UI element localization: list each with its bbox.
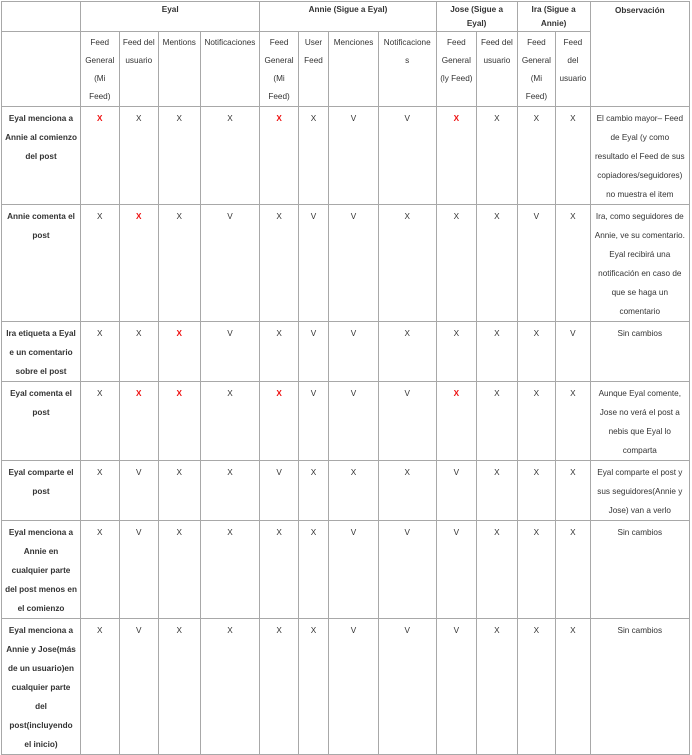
subheader: Feed del usuario [477, 32, 518, 107]
note-cell: Aunque Eyal comente, Jose no verá el post a nebis que Eyal lo comparta [590, 382, 689, 461]
action-cell: Eyal menciona a Annie al comienzo del post [2, 107, 81, 205]
value-cell: X [517, 322, 555, 382]
value-cell: V [298, 205, 328, 322]
value-cell: V [329, 382, 379, 461]
value-cell: V [298, 382, 328, 461]
subheader-row [2, 32, 690, 107]
subheader: Mentions [159, 32, 201, 107]
value-cell: X [159, 619, 201, 755]
value-cell: X [119, 107, 159, 205]
value-cell: V [329, 205, 379, 322]
value-cell: X [378, 322, 436, 382]
value-cell: X [260, 619, 298, 755]
action-cell: Ira etiqueta a Eyal e un comentario sobre el post [2, 322, 81, 382]
value-cell: X [556, 619, 590, 755]
action-cell: Eyal menciona a Annie y Jose(más de un usuario)en cualquier parte del post(incluyendo el inicio) [2, 619, 81, 755]
value-cell: X [436, 322, 477, 382]
subheader: Notificaciones [200, 32, 260, 107]
value-cell: X [159, 107, 201, 205]
value-cell: X [119, 205, 159, 322]
group-header-jose: Jose (Sigue a Eyal) [436, 2, 517, 32]
value-cell: X [159, 205, 201, 322]
value-cell: X [81, 322, 119, 382]
value-cell: X [436, 382, 477, 461]
note-cell: Ira, como seguidores de Annie, ve su comentario. Eyal recibirá una notificación en caso de que se haga un comentario [590, 205, 689, 322]
value-cell: V [119, 461, 159, 521]
value-cell: V [378, 521, 436, 619]
group-header-eyal: Eyal [81, 2, 260, 32]
action-cell: Annie comenta el post [2, 205, 81, 322]
value-cell: X [477, 461, 518, 521]
value-cell: V [517, 205, 555, 322]
value-cell: V [436, 461, 477, 521]
note-cell: Sin cambios [590, 619, 689, 755]
corner-cell-2 [2, 32, 81, 107]
value-cell: X [159, 521, 201, 619]
value-cell: V [119, 619, 159, 755]
value-cell: V [200, 205, 260, 322]
subheader: Feed General (ly Feed) [436, 32, 477, 107]
subheader: Feed del usuario [556, 32, 590, 107]
note-cell: Eyal comparte el post y sus seguidores(Annie y Jose) van a verlo [590, 461, 689, 521]
subheader: Feed General (Mi Feed) [260, 32, 298, 107]
comparison-table [1, 1, 690, 755]
table-row [2, 322, 690, 382]
value-cell: X [260, 322, 298, 382]
action-cell: Eyal comparte el post [2, 461, 81, 521]
value-cell: X [260, 205, 298, 322]
value-cell: X [81, 619, 119, 755]
value-cell: X [436, 107, 477, 205]
note-cell: Sin cambios [590, 521, 689, 619]
value-cell: X [260, 107, 298, 205]
value-cell: X [517, 382, 555, 461]
corner-cell [2, 2, 81, 32]
value-cell: X [517, 107, 555, 205]
value-cell: X [517, 521, 555, 619]
value-cell: X [298, 107, 328, 205]
value-cell: V [329, 619, 379, 755]
value-cell: X [81, 205, 119, 322]
value-cell: V [260, 461, 298, 521]
note-cell: El cambio mayor– Feed de Eyal (y como resultado el Feed de sus copiadores/seguidores) no muestra el item [590, 107, 689, 205]
group-header-ira: Ira (Sigue a Annie) [517, 2, 590, 32]
value-cell: V [378, 619, 436, 755]
subheader: User Feed [298, 32, 328, 107]
value-cell: X [477, 205, 518, 322]
value-cell: V [329, 521, 379, 619]
value-cell: X [477, 521, 518, 619]
value-cell: X [81, 521, 119, 619]
value-cell: X [81, 107, 119, 205]
value-cell: X [200, 382, 260, 461]
subheader: Notificaciones [378, 32, 436, 107]
value-cell: X [81, 382, 119, 461]
value-cell: X [517, 619, 555, 755]
value-cell: X [119, 322, 159, 382]
value-cell: X [556, 382, 590, 461]
value-cell: X [477, 619, 518, 755]
value-cell: X [159, 322, 201, 382]
value-cell: X [119, 382, 159, 461]
table-row [2, 619, 690, 755]
value-cell: X [159, 382, 201, 461]
value-cell: V [556, 322, 590, 382]
value-cell: X [81, 461, 119, 521]
action-cell: Eyal comenta el post [2, 382, 81, 461]
value-cell: X [517, 461, 555, 521]
value-cell: V [119, 521, 159, 619]
subheader: Feed General (Mi Feed) [81, 32, 119, 107]
value-cell: V [329, 107, 379, 205]
table-row [2, 205, 690, 322]
value-cell: X [378, 461, 436, 521]
action-cell: Eyal menciona a Annie en cualquier parte del post menos en el comienzo [2, 521, 81, 619]
value-cell: X [436, 205, 477, 322]
value-cell: X [556, 107, 590, 205]
value-cell: V [200, 322, 260, 382]
table-row [2, 382, 690, 461]
value-cell: X [298, 619, 328, 755]
value-cell: X [477, 382, 518, 461]
value-cell: X [298, 521, 328, 619]
value-cell: X [200, 461, 260, 521]
subheader: Menciones [329, 32, 379, 107]
value-cell: X [200, 107, 260, 205]
value-cell: X [378, 205, 436, 322]
value-cell: V [436, 619, 477, 755]
value-cell: V [436, 521, 477, 619]
subheader: Feed General (Mi Feed) [517, 32, 555, 107]
value-cell: V [298, 322, 328, 382]
value-cell: V [378, 107, 436, 205]
table-row [2, 461, 690, 521]
value-cell: X [477, 322, 518, 382]
value-cell: X [556, 461, 590, 521]
value-cell: X [159, 461, 201, 521]
value-cell: X [260, 382, 298, 461]
value-cell: X [260, 521, 298, 619]
value-cell: X [556, 521, 590, 619]
subheader: Feed del usuario [119, 32, 159, 107]
value-cell: V [329, 322, 379, 382]
value-cell: X [556, 205, 590, 322]
group-header-row [2, 2, 690, 32]
table-row [2, 521, 690, 619]
table-row [2, 107, 690, 205]
group-header-annie: Annie (Sigue a Eyal) [260, 2, 436, 32]
value-cell: X [477, 107, 518, 205]
value-cell: X [298, 461, 328, 521]
table-body [2, 107, 690, 755]
value-cell: X [200, 619, 260, 755]
note-cell: Sin cambios [590, 322, 689, 382]
value-cell: V [378, 382, 436, 461]
observacion-header: Observación [590, 2, 689, 107]
value-cell: X [329, 461, 379, 521]
value-cell: X [200, 521, 260, 619]
